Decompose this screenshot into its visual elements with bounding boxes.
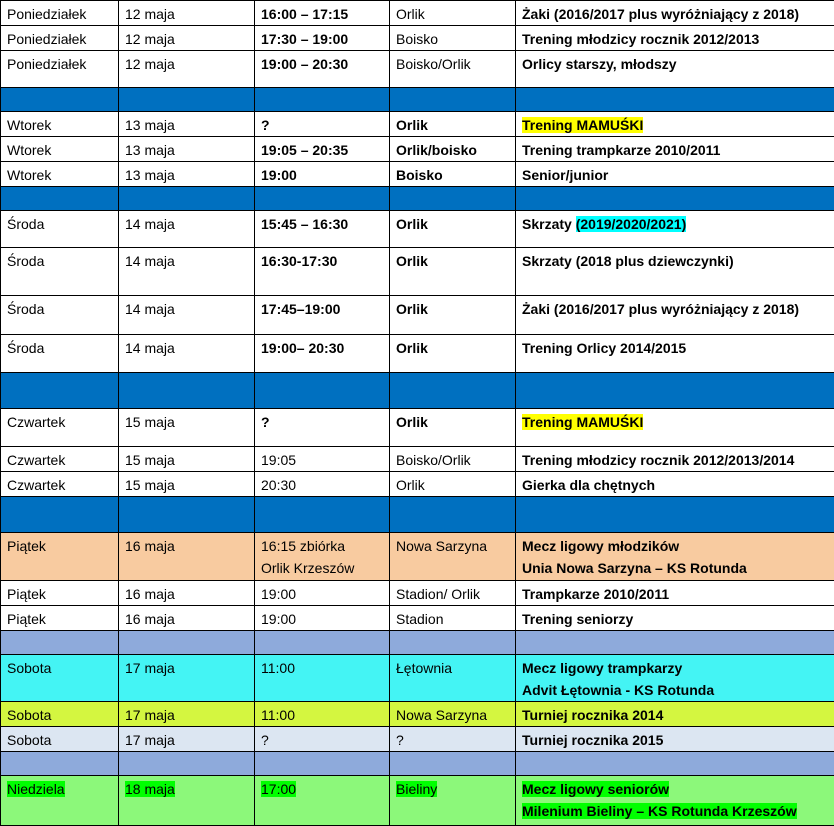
- event-cell: Mecz ligowy seniorów Milenium Bieliny – KS Rotunda Krzeszów: [516, 776, 834, 822]
- day-cell: Poniedziałek: [1, 26, 118, 50]
- day-cell: Piątek: [1, 533, 118, 557]
- event-cell: Trening seniorzy: [516, 606, 834, 630]
- day-cell: Środa: [1, 335, 118, 359]
- table-row: [1, 702, 834, 727]
- place-cell: Orlik: [390, 248, 515, 272]
- place-cell: Orlik: [390, 112, 515, 136]
- day-cell: Wtorek: [1, 112, 118, 136]
- event-cell: Trening trampkarze 2010/2011: [516, 137, 834, 161]
- date-cell: 18 maja: [125, 781, 175, 797]
- time-cell: 11:00: [255, 655, 389, 679]
- place-cell: Bieliny: [396, 781, 437, 797]
- day-cell: Sobota: [1, 655, 118, 679]
- date-cell: 12 maja: [119, 26, 254, 50]
- time-cell: 17:30 – 19:00: [255, 26, 389, 50]
- place-cell: Boisko/Orlik: [390, 447, 515, 471]
- event-cell: Turniej rocznika 2014: [516, 702, 834, 726]
- table-row: [1, 137, 834, 162]
- place-cell: Boisko: [390, 26, 515, 50]
- table-row: [1, 472, 834, 497]
- day-cell: Poniedziałek: [1, 51, 118, 75]
- time-cell: 15:45 – 16:30: [255, 211, 389, 235]
- day-cell: Środa: [1, 211, 118, 235]
- time-cell: 16:15 zbiórka Orlik Krzeszów: [255, 533, 389, 579]
- day-cell: Sobota: [1, 702, 118, 726]
- time-cell: 17:45–19:00: [255, 296, 389, 320]
- table-row: [1, 409, 834, 447]
- table-row: [1, 112, 834, 137]
- date-cell: 14 maja: [119, 335, 254, 359]
- table-row: [1, 447, 834, 472]
- event-cell: Trening MAMUŚKI: [522, 117, 643, 133]
- place-cell: Nowa Sarzyna: [390, 702, 515, 726]
- event-cell: Turniej rocznika 2015: [516, 727, 834, 751]
- time-cell: 19:05: [255, 447, 389, 471]
- table-row: [1, 26, 834, 51]
- place-cell: Orlik: [390, 1, 515, 25]
- event-cell: Mecz ligowy trampkarzy Advit Łętownia - KS Rotunda: [516, 655, 834, 701]
- time-cell: 19:00: [255, 581, 389, 605]
- date-cell: 17 maja: [119, 727, 254, 751]
- time-cell: 19:00– 20:30: [255, 335, 389, 359]
- date-cell: 16 maja: [119, 606, 254, 630]
- table-row: [1, 655, 834, 702]
- place-cell: Stadion/ Orlik: [390, 581, 515, 605]
- day-cell: Sobota: [1, 727, 118, 751]
- place-cell: Stadion: [390, 606, 515, 630]
- place-cell: Nowa Sarzyna: [390, 533, 515, 557]
- event-cell: Trening młodzicy rocznik 2012/2013: [516, 26, 834, 50]
- day-cell: Środa: [1, 248, 118, 272]
- separator-row: [1, 631, 834, 655]
- time-cell: ?: [255, 727, 389, 751]
- table-row: [1, 248, 834, 296]
- place-cell: Orlik/boisko: [390, 137, 515, 161]
- day-cell: Piątek: [1, 606, 118, 630]
- date-cell: 13 maja: [119, 162, 254, 186]
- event-cell: Senior/junior: [516, 162, 834, 186]
- event-cell: Skrzaty (2019/2020/2021): [516, 211, 834, 235]
- date-cell: 16 maja: [119, 533, 254, 557]
- table-row: [1, 296, 834, 335]
- time-cell: ?: [255, 409, 389, 433]
- event-cell: Trening Orlicy 2014/2015: [516, 335, 834, 359]
- date-cell: 12 maja: [119, 1, 254, 25]
- event-cell: Żaki (2016/2017 plus wyróżniający z 2018): [516, 296, 834, 320]
- table-row: [1, 533, 834, 581]
- time-cell: 20:30: [255, 472, 389, 496]
- day-cell: Środa: [1, 296, 118, 320]
- date-cell: 14 maja: [119, 211, 254, 235]
- place-cell: Orlik: [390, 409, 515, 433]
- time-cell: 19:00 – 20:30: [255, 51, 389, 75]
- time-cell: 19:00: [255, 606, 389, 630]
- event-cell: Trening młodzicy rocznik 2012/2013/2014: [516, 447, 834, 471]
- date-cell: 16 maja: [119, 581, 254, 605]
- date-cell: 14 maja: [119, 296, 254, 320]
- day-cell: Poniedziałek: [1, 1, 118, 25]
- day-cell: Czwartek: [1, 447, 118, 471]
- table-row: [1, 335, 834, 373]
- place-cell: ?: [390, 727, 515, 751]
- date-cell: 17 maja: [119, 702, 254, 726]
- day-cell: Piątek: [1, 581, 118, 605]
- time-cell: 16:00 – 17:15: [255, 1, 389, 25]
- table-row: [1, 162, 834, 187]
- place-cell: Boisko: [390, 162, 515, 186]
- day-cell: Czwartek: [1, 409, 118, 433]
- place-cell: Orlik: [390, 211, 515, 235]
- date-cell: 17 maja: [119, 655, 254, 679]
- date-cell: 13 maja: [119, 112, 254, 136]
- event-cell: Skrzaty (2018 plus dziewczynki): [516, 248, 834, 272]
- date-cell: 13 maja: [119, 137, 254, 161]
- event-cell: Mecz ligowy młodzików Unia Nowa Sarzyna – KS Rotunda: [516, 533, 834, 579]
- table-row: [1, 581, 834, 606]
- table-row: [1, 727, 834, 752]
- table-row: [1, 51, 834, 88]
- day-cell: Wtorek: [1, 137, 118, 161]
- separator-row: [1, 187, 834, 211]
- place-cell: Orlik: [390, 472, 515, 496]
- event-cell: Gierka dla chętnych: [516, 472, 834, 496]
- day-cell: Niedziela: [7, 781, 65, 797]
- event-cell: Orlicy starszy, młodszy: [516, 51, 834, 75]
- time-cell: 19:05 – 20:35: [255, 137, 389, 161]
- event-cell: Żaki (2016/2017 plus wyróżniający z 2018): [516, 1, 834, 25]
- separator-row: [1, 88, 834, 112]
- day-cell: Wtorek: [1, 162, 118, 186]
- date-cell: 15 maja: [119, 447, 254, 471]
- table-row: [1, 606, 834, 631]
- place-cell: Łętownia: [390, 655, 515, 679]
- place-cell: Orlik: [390, 296, 515, 320]
- date-cell: 12 maja: [119, 51, 254, 75]
- event-cell: Trampkarze 2010/2011: [516, 581, 834, 605]
- separator-row: [1, 752, 834, 776]
- date-cell: 15 maja: [119, 409, 254, 433]
- separator-row: [1, 497, 834, 533]
- place-cell: Boisko/Orlik: [390, 51, 515, 75]
- event-cell: Trening MAMUŚKI: [522, 414, 643, 430]
- day-cell: Czwartek: [1, 472, 118, 496]
- separator-row: [1, 373, 834, 409]
- table-row: [1, 776, 834, 826]
- time-cell: ?: [255, 112, 389, 136]
- table-row: [1, 1, 834, 26]
- date-cell: 14 maja: [119, 248, 254, 272]
- time-cell: 11:00: [255, 702, 389, 726]
- time-cell: 16:30-17:30: [255, 248, 389, 272]
- time-cell: 19:00: [255, 162, 389, 186]
- place-cell: Orlik: [390, 335, 515, 359]
- time-cell: 17:00: [261, 781, 296, 797]
- table-row: [1, 211, 834, 248]
- date-cell: 15 maja: [119, 472, 254, 496]
